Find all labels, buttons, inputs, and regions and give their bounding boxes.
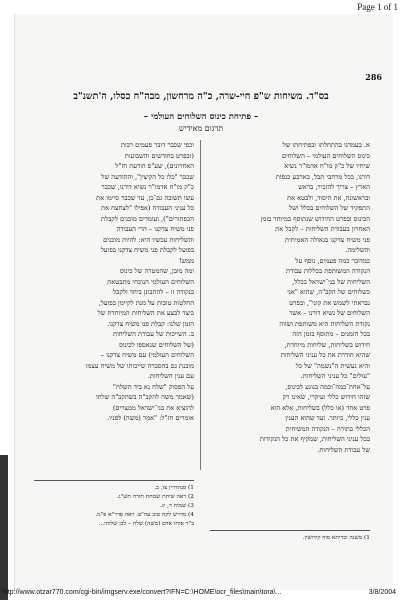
text-line: עשו תשובה גם־כן, עד שכבר סיימו את (96, 193, 194, 202)
text-line: הארץ – צריך להזכיר, בראש (298, 183, 370, 191)
text-line: הזמן שלנו: קבלת פני משיח צדקנו. (107, 319, 194, 328)
text-line: השלוחים העולמי) עם משיח צדקנו – (100, 351, 194, 359)
text-line: שכבר "כלו כל הקיצין", וההודעה של (101, 172, 194, 181)
text-line: החלטות טובות על מנת לקיימן בפועל, (98, 298, 194, 307)
text-line: ומה מובן, שהמטרה של כינוס (120, 267, 194, 275)
text-line: וכפי שכבר דובר פעמים רבות (120, 141, 194, 149)
text-line: התפקיד של השלוחים בכלל ושל (289, 204, 370, 212)
text-line: ענין כללי, ביותר. ועד שהוא הענין (285, 414, 370, 422)
text-line: כיצד לבצע את השליחות המיוחדת של (97, 309, 194, 317)
footnote-line: 3) שמות ד, יג. (160, 503, 194, 509)
text-line: על־אחת־כמה־וכמה בנוגע לכינוס, (285, 382, 370, 391)
text-line: פרט אחד (או כלל) בשליחות, אלא הוא (270, 403, 370, 412)
text-line: בנקודה זו – להתבונן ביחד ולקבל (113, 288, 194, 296)
text-line: כשלוחים של הקב"ה, שהוא "אני (287, 288, 370, 296)
text-line: שהיא חודרת את כל עניני השליחות (280, 351, 370, 359)
text-line: שיחיו של כ"ק מו"ח אדמו"ר נשיא (284, 162, 370, 170)
text-line: השליחות של בני־ישראל בכלל, (292, 277, 370, 286)
text-line: הכינוס ובפרט החידוש שנתוסף במיוחד בזמן (260, 214, 370, 223)
left-text-column (34, 140, 194, 424)
text-line: בכל הזמנים – מתוסף בזמן הזה (292, 330, 370, 338)
text-line: נבראתי לשמש את קוני", ובפרט (289, 298, 370, 307)
text-line: האחרונים), שע"פ הודעת חז"ל (115, 162, 194, 170)
footnote-line: 2) ראה שיחת שמחת תורה תש"ג. (116, 494, 194, 500)
text-line: של עבודת השליחות. (317, 445, 370, 454)
text-line: שזהו חידוש כללי ועיקרי, שאינו רק (282, 393, 370, 401)
text-line: הכפתורים"), ועומדים מוכנים לקבלת (101, 214, 194, 223)
page-subtitle: – פתיחת כינוס השלוחים העולמי – (143, 112, 259, 122)
left-edge-mark (0, 455, 8, 600)
text-line: כינוס השלוחים העולמי – השלוחים (281, 151, 370, 160)
text-line: נקודת השליחות היא משותפת ושווה (279, 319, 370, 328)
page-title: בס"ד. משיחות ש"פ חיי-שרה, כ"ה מרחשון, מבה"ח כסלו, ה'תשנ"ב (73, 91, 329, 102)
text-line: להוציא את בני־ישראל ממצרים) (112, 403, 194, 412)
text-line: כמדובר כמה פעמים, נוסף על (295, 256, 370, 265)
translation-note: תרגום מאידיש (178, 124, 224, 133)
text-line: כל עניני העבודה (אפילו "לצחצח את (101, 204, 194, 212)
text-line: אומרים חז"ל: "אמר (משה) לפניו. (107, 414, 194, 422)
footer-date: 3/8/2004 (368, 589, 396, 596)
text-line: (של השלוחים שנאספו לכינוס (119, 340, 194, 349)
text-line: ממש! (178, 256, 194, 265)
text-line: והשלימה. (345, 246, 370, 254)
text-line: עם ענין השליחות. (147, 372, 194, 380)
text-line: השלוחים של נשיא דורנו – אשר (289, 309, 370, 317)
page-of-label: Page 1 of 1 (357, 2, 398, 12)
text-line: השלוחים העולמי הנוכחי מתבטאת (107, 277, 194, 286)
footnote-line: ב"ר אותו אדם (משה) שלח – לבן שלוחו... (98, 521, 194, 527)
footnote-line: 4) מדרש לקח טוב עה"פ. ראה פדר"א פ"מ. (95, 512, 194, 518)
text-line: "עולים" כל עניני השליחות. (300, 372, 370, 380)
text-line: (ובפרט בחודשים והשבועות (124, 151, 194, 160)
text-line: פני משיח צדקנו – הרי העבודה (116, 225, 194, 233)
text-line: ב. השייכות של עבודת השליחות (113, 330, 194, 338)
text-line: בפועל לקבלת פני משיח צדקנו בפועל (100, 246, 194, 254)
footnotes-left (34, 480, 194, 529)
text-line: א. בעמדנו בהתחלתו ובפתיחתו של (282, 141, 370, 149)
footnotes-right (210, 530, 370, 543)
text-line: דורנו, בכל מרחבי תבל, בארבע כנפות (275, 172, 370, 181)
footer-url[interactable]: http://www.otzar770.com/cgi-bin/imgserv.exe/convert?IFN=C:\HOME\ocr_files\main\tora\... (2, 589, 282, 596)
text-line: (שאמר משה להקב"ה בשהקב"ה שלחו (95, 393, 194, 401)
text-line: כ"ק מו"ח אדמו"ר נשיא דורנו, שכבר (101, 183, 194, 191)
text-line: הכללי בתורה – הנקודה המשיחית (285, 424, 370, 433)
text-line: בכל עניני השליחות, שמקיף את כל הנקודות (259, 435, 370, 443)
footnote-line: 1) סנהדרין צז, ב. (154, 485, 194, 491)
text-line: פני משיח צדקנו בגאולה האמיתית (285, 235, 370, 244)
right-text-column (210, 140, 370, 455)
text-line: הנקודה המשותפת בכללות עבודת (285, 267, 370, 275)
text-line: והשליחות עכשיו היא: להיות מוכנים (103, 235, 194, 244)
text-line: ובראשונה, את היסוד, ולבטא את (287, 193, 370, 202)
column-divider (200, 140, 201, 470)
text-line: חידוש בשליחות, שליחות מיוחדת, (284, 340, 370, 349)
text-line: מובנת גם בהסברה שייכותו של משיח עצמו (85, 361, 194, 370)
page-number: 286 (365, 72, 382, 82)
text-line: והיא נעשית ה"נשמה" של כל (295, 361, 370, 370)
text-line: על הפסוק "שלח נא ביד תשלח" (112, 382, 194, 391)
footnote-line: 1) משנה ובריתא סוף קידושין. (302, 535, 370, 541)
text-line: האחרון בעבודת השליחות – לקבל את (275, 225, 370, 233)
